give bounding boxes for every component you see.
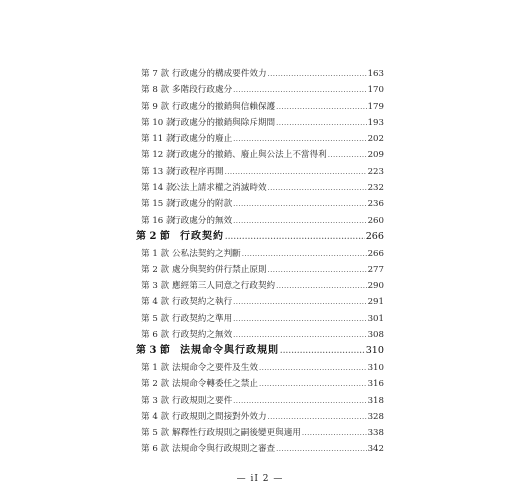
toc-entry bbox=[136, 82, 384, 98]
toc-entry-number: 第 4 款 bbox=[141, 297, 170, 308]
dot-leader bbox=[242, 246, 367, 262]
toc-entry-page: 342 bbox=[367, 444, 384, 455]
toc-entry-number: 第 4 款 bbox=[141, 411, 170, 422]
toc-entry-title: 行政處分的構成要件效力 bbox=[172, 69, 267, 79]
toc-entry-page: 291 bbox=[367, 297, 384, 308]
toc-entry-number: 第 16 款 bbox=[141, 215, 175, 226]
toc-entry bbox=[136, 278, 384, 294]
toc-entry-page: 318 bbox=[367, 395, 384, 406]
toc-entry bbox=[136, 311, 384, 327]
toc-entry-page: 316 bbox=[367, 379, 384, 390]
section-title: 行政契約 bbox=[180, 230, 224, 242]
toc-entry-title: 公私法契約之判斷 bbox=[172, 248, 241, 259]
dot-leader bbox=[276, 115, 366, 131]
toc-entry bbox=[136, 409, 384, 425]
toc-entry-number: 第 3 款 bbox=[141, 281, 170, 292]
toc-entry-page: 266 bbox=[367, 248, 384, 259]
toc-entry-number: 第 1 款 bbox=[141, 248, 170, 259]
dot-leader bbox=[233, 393, 366, 409]
toc-entry-page: 277 bbox=[367, 264, 384, 275]
toc-entry bbox=[136, 246, 384, 262]
toc-entry-number: 第 5 款 bbox=[141, 313, 170, 324]
toc-entry bbox=[136, 196, 384, 212]
toc-entry-page: 179 bbox=[367, 101, 384, 112]
toc-entry-page: 223 bbox=[367, 166, 384, 177]
toc-entry-page: 308 bbox=[367, 330, 384, 341]
toc-entry-page: 170 bbox=[367, 85, 384, 96]
toc-entry bbox=[136, 441, 384, 457]
toc-entry bbox=[136, 393, 384, 409]
toc-entry-number: 第 7 款 bbox=[141, 69, 170, 79]
dot-leader bbox=[268, 66, 367, 82]
toc-entry-number: 第 6 款 bbox=[141, 444, 170, 455]
toc-entry-page: 328 bbox=[367, 411, 384, 422]
toc-entry-number: 第 12 款 bbox=[141, 150, 175, 161]
toc-entry-title: 法規命令轉委任之禁止 bbox=[172, 379, 258, 390]
toc-entry bbox=[136, 147, 384, 163]
toc-entry bbox=[136, 115, 384, 131]
toc-entry-title: 行政規則之要件 bbox=[172, 395, 233, 406]
dot-leader bbox=[259, 376, 367, 392]
toc-entry-page: 236 bbox=[367, 199, 384, 210]
section-number: 第 3 節 bbox=[136, 345, 170, 357]
toc-entry-title: 法規命令之要件及生效 bbox=[172, 362, 258, 373]
toc-entry-title: 處分與契約併行禁止原則 bbox=[172, 264, 267, 275]
toc-entry-title: 行政處分的撤銷、廢止與公法上不當得利 bbox=[172, 150, 327, 161]
toc-entry-title: 行政規則之間接對外效力 bbox=[172, 411, 267, 422]
page-number-footer: — iI 2 — bbox=[236, 474, 284, 484]
toc-entry bbox=[136, 164, 384, 180]
toc-entry-number: 第 11 款 bbox=[141, 134, 175, 145]
toc-entry bbox=[136, 360, 384, 376]
toc-entry-page: 338 bbox=[367, 428, 384, 439]
toc-entry-number: 第 8 款 bbox=[141, 85, 170, 96]
toc-entry bbox=[136, 425, 384, 441]
dot-leader bbox=[268, 262, 367, 278]
dot-leader bbox=[328, 147, 367, 163]
toc-entry-title: 行政處分的廢止 bbox=[172, 134, 233, 145]
toc-entry-title: 公法上請求權之消滅時效 bbox=[172, 183, 267, 194]
toc-entry-number: 第 15 款 bbox=[141, 199, 175, 210]
toc-entry-number: 第 2 款 bbox=[141, 264, 170, 275]
toc-entry-title: 行政處分的撤銷與除斥期間 bbox=[172, 117, 276, 128]
toc-entry bbox=[136, 213, 384, 229]
toc-entry-page: 310 bbox=[367, 362, 384, 373]
toc-entry-number: 第 10 款 bbox=[141, 117, 175, 128]
dot-leader bbox=[268, 409, 367, 425]
dot-leader bbox=[233, 213, 366, 229]
toc-entry bbox=[136, 327, 384, 343]
toc-entry-title: 行政處分的撤銷與信賴保護 bbox=[172, 101, 276, 112]
toc-entry-number: 第 9 款 bbox=[141, 101, 170, 112]
toc-entry-page: 301 bbox=[367, 313, 384, 324]
toc-entry bbox=[136, 131, 384, 147]
section-number: 第 2 節 bbox=[136, 230, 170, 242]
toc-entry bbox=[136, 376, 384, 392]
dot-leader bbox=[233, 131, 366, 147]
toc-entry bbox=[136, 262, 384, 278]
toc-entry bbox=[136, 99, 384, 115]
dot-leader bbox=[233, 311, 366, 327]
dot-leader bbox=[259, 360, 367, 376]
toc-entry-title: 法規命令與行政規則之審查 bbox=[172, 444, 276, 455]
dot-leader bbox=[233, 327, 366, 343]
toc-entry-page: 163 bbox=[367, 69, 384, 79]
toc-entry-title: 應經第三人同意之行政契約 bbox=[172, 281, 276, 292]
dot-leader bbox=[276, 99, 366, 115]
dot-leader bbox=[280, 343, 365, 360]
toc-entry-title: 行政契約之準用 bbox=[172, 313, 233, 324]
toc-section-heading bbox=[136, 229, 384, 246]
toc-entry-number: 第 3 款 bbox=[141, 395, 170, 406]
dot-leader bbox=[225, 229, 365, 246]
toc-entry-page: 209 bbox=[367, 150, 384, 161]
toc-entry-number: 第 6 款 bbox=[141, 330, 170, 341]
toc-entry-title: 解釋性行政規則之嗣後變更與適用 bbox=[172, 428, 301, 439]
toc-entry-page: 232 bbox=[367, 183, 384, 194]
toc-entry-title: 行政契約之執行 bbox=[172, 297, 233, 308]
section-title: 法規命令與行政規則 bbox=[180, 345, 279, 357]
dot-leader bbox=[268, 180, 367, 196]
toc-entry-number: 第 14 款 bbox=[141, 183, 175, 194]
section-page: 266 bbox=[365, 230, 384, 242]
dot-leader bbox=[233, 294, 366, 310]
toc-entry-number: 第 1 款 bbox=[141, 362, 170, 373]
toc-entry-number: 第 2 款 bbox=[141, 379, 170, 390]
dot-leader bbox=[233, 82, 366, 98]
toc-entry-title: 行政程序再開 bbox=[172, 166, 224, 177]
toc-entry-title: 行政處分的無效 bbox=[172, 215, 233, 226]
toc-entry bbox=[136, 180, 384, 196]
toc-entry bbox=[136, 66, 384, 82]
toc-entry-page: 202 bbox=[367, 134, 384, 145]
dot-leader bbox=[302, 425, 367, 441]
toc-entry-title: 多階段行政處分 bbox=[172, 85, 233, 96]
toc-entry-page: 260 bbox=[367, 215, 384, 226]
toc-entry-title: 行政處分的附款 bbox=[172, 199, 233, 210]
dot-leader bbox=[225, 164, 367, 180]
table-of-contents bbox=[136, 66, 384, 458]
toc-entry bbox=[136, 294, 384, 310]
toc-entry-page: 193 bbox=[367, 117, 384, 128]
toc-entry-page: 290 bbox=[367, 281, 384, 292]
section-page: 310 bbox=[365, 345, 384, 357]
toc-entry-number: 第 13 款 bbox=[141, 166, 175, 177]
dot-leader bbox=[276, 278, 366, 294]
dot-leader bbox=[233, 196, 366, 212]
dot-leader bbox=[276, 441, 366, 457]
toc-entry-title: 行政契約之無效 bbox=[172, 330, 233, 341]
toc-section-heading bbox=[136, 343, 384, 360]
toc-entry-number: 第 5 款 bbox=[141, 428, 170, 439]
